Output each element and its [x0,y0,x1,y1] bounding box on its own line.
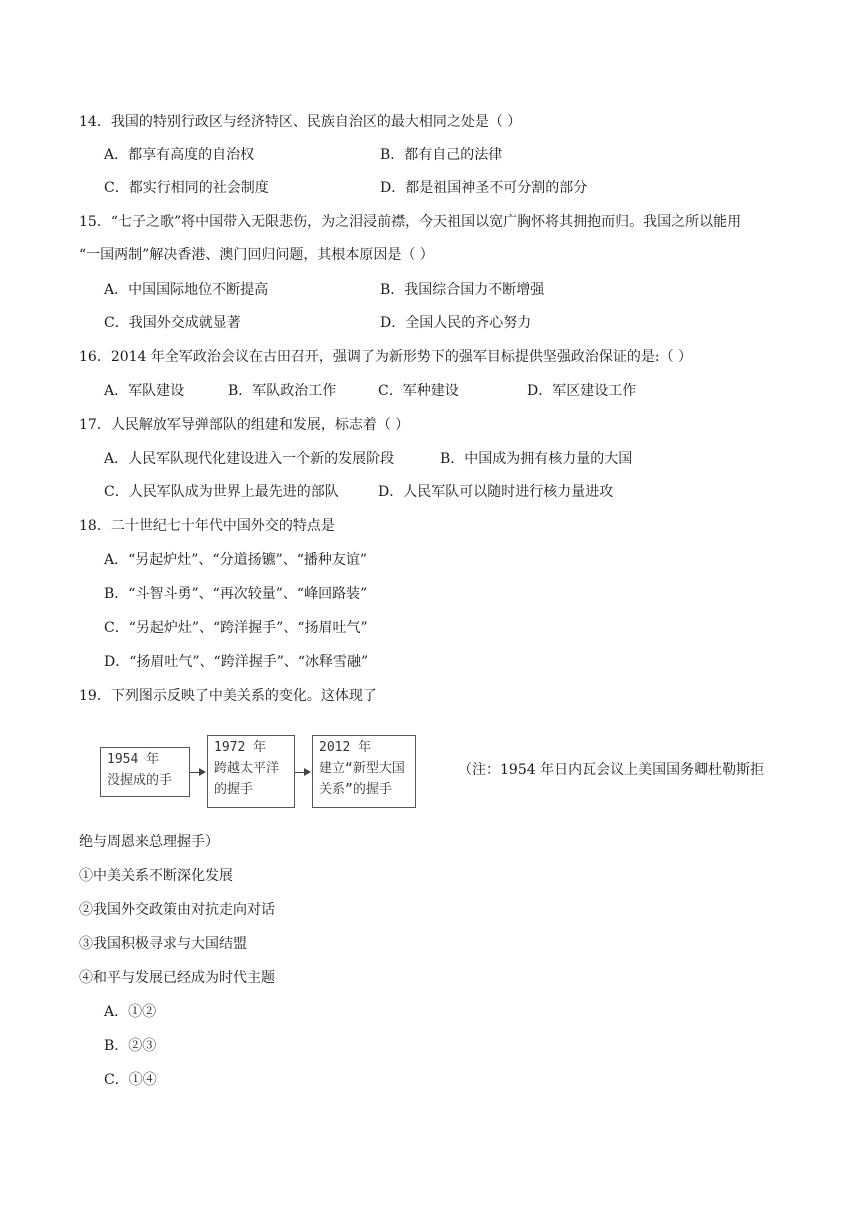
question-15-option-b: B．我国综合国力不断增强 [380,282,545,298]
question-15-option-d: D．全国人民的齐心努力 [380,315,532,331]
question-14-option-c: C．都实行相同的社会制度 [104,180,269,196]
question-16-option-c: C．军种建设 [378,383,459,399]
question-17-option-d: D．人民军队可以随时进行核力量进攻 [378,484,614,500]
timeline-box-1972 [207,735,295,808]
question-14-option-b: B．都有自己的法律 [380,147,503,163]
question-18-option-a: A．“另起炉灶”、“分道扬镳”、“播种友谊” [104,552,368,568]
question-15-stem-line2: “一国两制”解决香港、澳门回归问题，其根本原因是（ ） [79,247,434,263]
question-17-option-c: C．人民军队成为世界上最先进的部队 [104,484,339,500]
question-17-option-a: A．人民军队现代化建设进入一个新的发展阶段 [104,451,395,467]
question-15-stem-line1: 15．“七子之歌”将中国带入无限悲伤，为之泪浸前襟，今天祖国以宽广胸怀将其拥抱而归。我国之所以能用 [79,214,742,230]
timeline-year: 2012 年 [319,740,372,755]
question-18-stem: 18．二十世纪七十年代中国外交的特点是 [79,518,335,534]
question-19-option-b: B．②③ [104,1038,157,1054]
question-17-stem: 17．人民解放军导弹部队的组建和发展，标志着（ ） [79,417,410,433]
timeline-box-2012 [312,735,416,808]
question-19-statement-3: ③我国积极寻求与大国结盟 [79,936,247,952]
question-19-stem: 19．下列图示反映了中美关系的变化。这体现了 [79,688,377,704]
question-19-option-a: A．①② [104,1004,157,1020]
question-15-option-a: A．中国国际地位不断提高 [104,282,269,298]
question-14-option-d: D．都是祖国神圣不可分割的部分 [380,180,588,196]
timeline-caption: 关系”的握手 [319,782,392,797]
question-16-option-a: A．军队建设 [104,383,185,399]
question-18-option-c: C．“另起炉灶”、“跨洋握手”、“扬眉吐气” [104,620,368,636]
timeline-caption: 的握手 [214,782,254,797]
question-19-option-c: C．①④ [104,1072,157,1088]
timeline-box-1954 [100,747,190,797]
question-19-statement-2: ②我国外交政策由对抗走向对话 [79,902,275,918]
question-15-option-c: C．我国外交成就显著 [104,315,241,331]
question-14-option-a: A．都享有高度的自治权 [104,147,255,163]
timeline-caption: 没握成的手 [107,773,173,788]
arrow-icon [190,772,204,773]
timeline-caption: 建立“新型大国 [319,761,405,776]
question-14-stem: 14．我国的特别行政区与经济特区、民族自治区的最大相同之处是（ ） [79,114,522,130]
question-16-option-b: B．军队政治工作 [228,383,337,399]
timeline-year: 1972 年 [214,740,267,755]
question-19-note-line2: 绝与周恩来总理握手） [79,834,219,850]
question-16-option-d: D．军区建设工作 [527,383,637,399]
timeline-year: 1954 年 [107,752,160,767]
question-17-option-b: B．中国成为拥有核力量的大国 [440,451,633,467]
question-16-stem: 16．2014 年全军政治会议在古田召开，强调了为新形势下的强军目标提供坚强政治保证的是:（ ） [79,349,693,365]
timeline-caption: 跨越太平洋 [214,761,280,776]
question-18-option-d: D．“扬眉吐气”、“跨洋握手”、“冰释雪融” [104,654,369,670]
question-19-note-line1: （注：1954 年日内瓦会议上美国国务卿杜勒斯拒 [458,762,765,778]
question-19-statement-1: ①中美关系不断深化发展 [79,868,233,884]
question-19-statement-4: ④和平与发展已经成为时代主题 [79,970,275,986]
question-18-option-b: B．“斗智斗勇”、“再次较量”、“峰回路装” [104,586,368,602]
arrow-icon [295,772,309,773]
